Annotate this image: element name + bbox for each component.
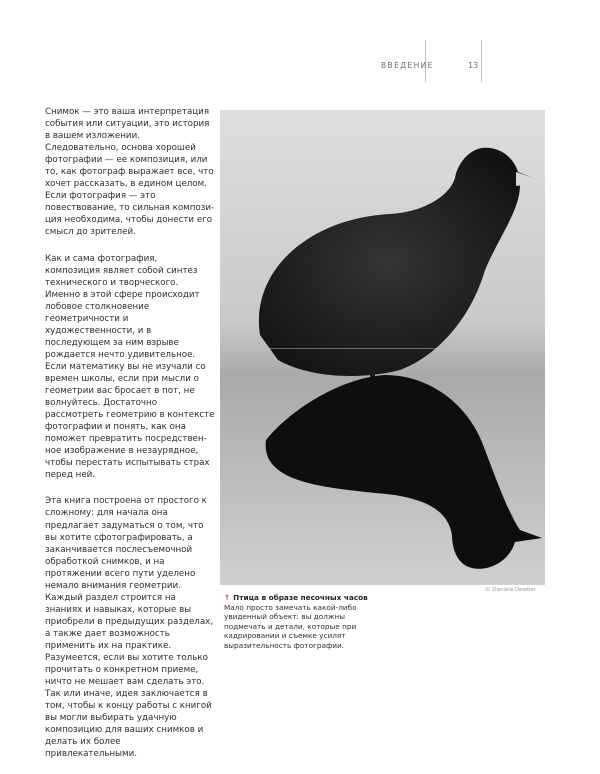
bird-reflection-image: [220, 110, 545, 585]
caption-text: Мало просто замечать какой-либо увиденный объект: вы должны подмечать и детали, которые при кадрировании и съемке усилят выразительность фотографии.: [224, 602, 357, 650]
body-paragraph-1: Снимок — это ваша интерпретация события или ситуации, это история в вашем изложении. Следовательно, основа хорошей фотографии — ее композиция, или то, как фотограф выражает все, что хочет рассказать, в едином целом. Если фотография — это повествование, то сильная композиция необходима, чтобы донести его смысл до зрителей.: [45, 107, 215, 238]
section-title: ВВЕДЕНИЕ: [381, 61, 434, 70]
body-text-column: [45, 106, 215, 774]
coot-photograph: [220, 110, 545, 585]
bird-leg: [370, 365, 375, 377]
body-paragraph-2: Как и сама фотография, композиция являет собой синтез технического и творческого. Именно в этой сфере происходит лобовое столкновение геометричности и художественности, и в последующем за ним взрыве рождается нечто удивительное. Если математику вы не изучали со времен школы, если при мысли о геометрии вас бросает в пот, не волнуйтесь. Достаточно рассмотреть геометрию в контексте фотографии и понять, как она поможет превратить посредственное изображение в незаурядное, чтобы перестать испытывать страх перед ней.: [45, 253, 215, 481]
body-paragraph-3: Эта книга построена от простого к сложному: для начала она предлагает задуматься о том, что вы хотите сфотографировать, а заканчивается послесъемочной обработкой снимков, и на протяжении всего пути уделено немало внимания геометрии. Каждый раздел строится на знаниях и навыках, которые вы приобрели в предыдущих разделах, а также дает возможность применить их на практике. Разумеется, если вы хотите только прочитать о конкретном приеме, ничто не мешает вам сделать это. Так или иначе, идея заключается в том, чтобы к концу работы с книгой вы могли выбирать удачную композицию для ваших снимков и делать их более привлекательными.: [45, 496, 214, 760]
caption-title: Птица в образе песочных часов: [233, 593, 368, 602]
figure-caption: [224, 593, 374, 651]
photo-credit: © Daniela Dewber: [485, 587, 537, 593]
page-number: 13: [468, 61, 479, 70]
arrow-up-icon: ↑: [224, 593, 231, 602]
header-rule-right: [481, 40, 482, 82]
